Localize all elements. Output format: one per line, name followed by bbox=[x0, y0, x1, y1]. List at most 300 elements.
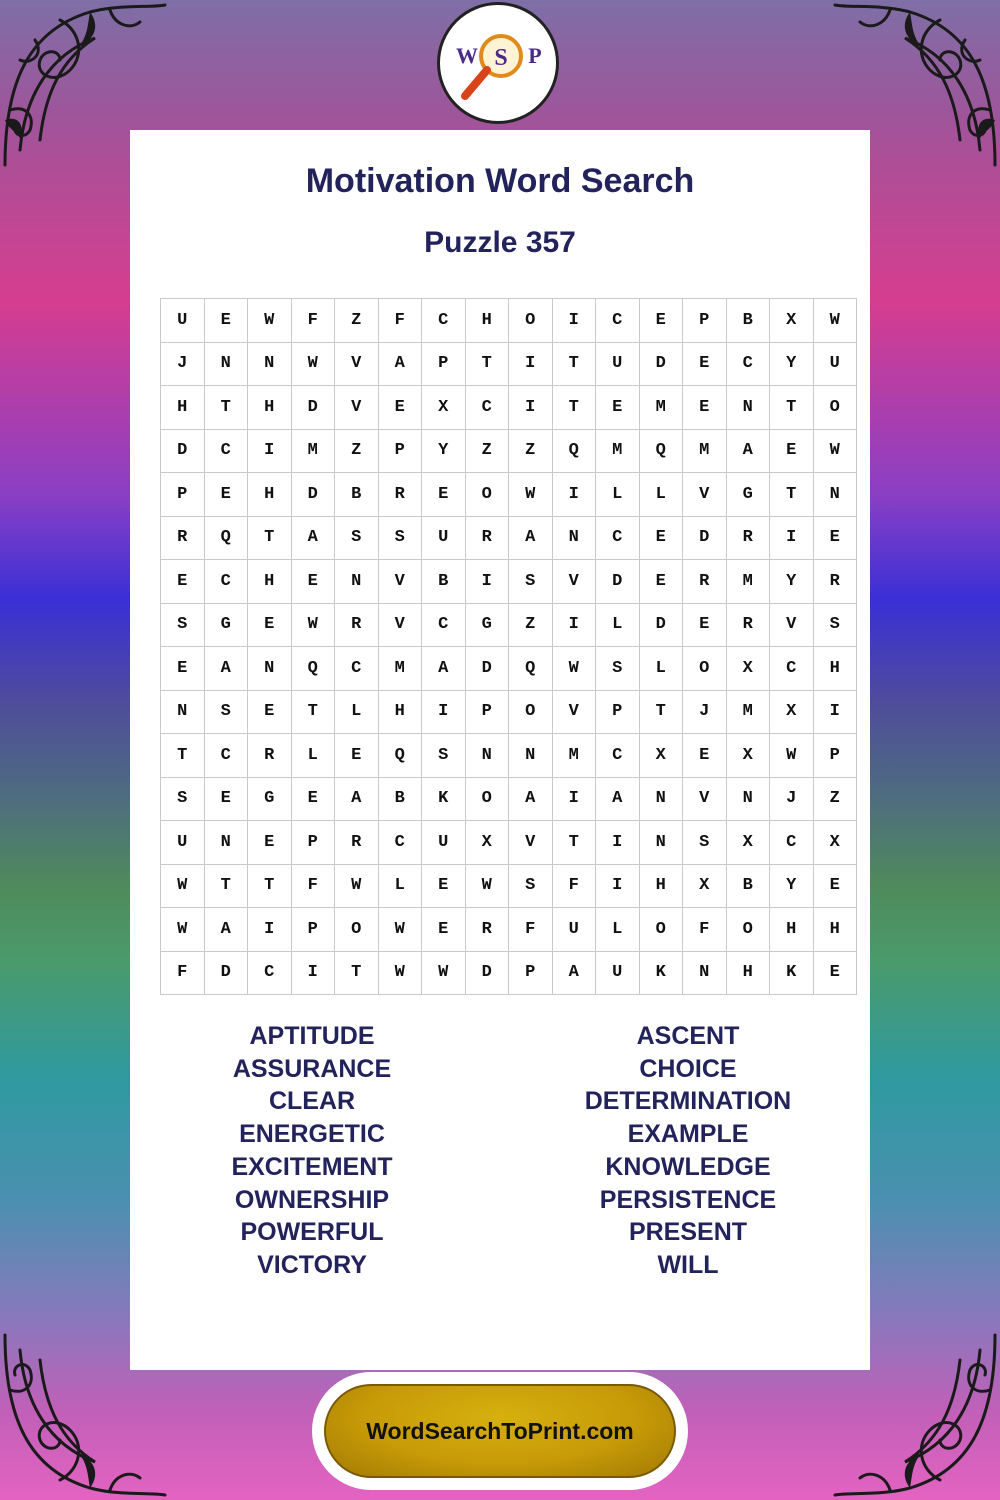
grid-cell[interactable]: N bbox=[248, 647, 292, 691]
grid-cell[interactable]: B bbox=[378, 777, 422, 821]
grid-cell[interactable]: U bbox=[813, 342, 857, 386]
grid-cell[interactable]: G bbox=[248, 777, 292, 821]
grid-cell[interactable]: V bbox=[509, 821, 553, 865]
grid-cell[interactable]: E bbox=[596, 386, 640, 430]
grid-cell[interactable]: U bbox=[422, 516, 466, 560]
grid-row bbox=[161, 516, 857, 560]
website-button[interactable]: WordSearchToPrint.com bbox=[324, 1384, 676, 1478]
grid-cell[interactable]: S bbox=[683, 821, 727, 865]
grid-cell[interactable]: X bbox=[422, 386, 466, 430]
grid-cell[interactable]: D bbox=[639, 603, 683, 647]
page-title: Motivation Word Search bbox=[305, 162, 695, 200]
grid-cell[interactable]: Q bbox=[639, 429, 683, 473]
grid-cell[interactable]: V bbox=[335, 386, 379, 430]
grid-cell[interactable]: O bbox=[639, 908, 683, 952]
grid-cell[interactable]: S bbox=[161, 603, 205, 647]
grid-cell[interactable]: W bbox=[335, 864, 379, 908]
grid-cell[interactable]: A bbox=[422, 647, 466, 691]
grid-cell[interactable]: I bbox=[248, 908, 292, 952]
grid-cell[interactable]: T bbox=[248, 864, 292, 908]
grid-cell[interactable]: C bbox=[465, 386, 509, 430]
grid-cell[interactable]: F bbox=[509, 908, 553, 952]
grid-cell[interactable]: P bbox=[596, 690, 640, 734]
grid-cell[interactable]: I bbox=[509, 386, 553, 430]
word-item: POWERFUL bbox=[240, 1218, 384, 1247]
grid-cell[interactable]: X bbox=[726, 734, 770, 778]
grid-cell[interactable]: P bbox=[422, 342, 466, 386]
grid-cell[interactable]: E bbox=[204, 473, 248, 517]
grid-row bbox=[161, 386, 857, 430]
word-item: APTITUDE bbox=[249, 1022, 375, 1050]
grid-cell[interactable]: U bbox=[161, 299, 205, 343]
grid-cell[interactable]: H bbox=[248, 473, 292, 517]
grid-cell[interactable]: X bbox=[465, 821, 509, 865]
grid-cell[interactable]: D bbox=[465, 647, 509, 691]
grid-cell[interactable]: X bbox=[726, 647, 770, 691]
grid-cell[interactable]: N bbox=[204, 821, 248, 865]
grid-cell[interactable]: W bbox=[378, 908, 422, 952]
word-item: PRESENT bbox=[628, 1218, 748, 1247]
grid-cell[interactable]: E bbox=[422, 908, 466, 952]
grid-cell[interactable]: X bbox=[639, 734, 683, 778]
grid-cell[interactable]: N bbox=[204, 342, 248, 386]
grid-cell[interactable]: H bbox=[770, 908, 814, 952]
grid-cell[interactable]: C bbox=[204, 560, 248, 604]
grid-cell[interactable]: A bbox=[552, 951, 596, 995]
grid-row bbox=[161, 908, 857, 952]
grid-cell[interactable]: H bbox=[726, 951, 770, 995]
grid-cell[interactable]: W bbox=[422, 951, 466, 995]
word-item: EXCITEMENT bbox=[231, 1152, 393, 1181]
grid-cell[interactable]: C bbox=[335, 647, 379, 691]
grid-cell[interactable]: F bbox=[291, 299, 335, 343]
grid-cell[interactable]: B bbox=[335, 473, 379, 517]
grid-cell[interactable]: H bbox=[813, 908, 857, 952]
grid-cell[interactable]: I bbox=[552, 603, 596, 647]
grid-cell[interactable]: T bbox=[335, 951, 379, 995]
grid-cell[interactable]: A bbox=[204, 647, 248, 691]
grid-cell[interactable]: N bbox=[509, 734, 553, 778]
grid-cell[interactable]: S bbox=[335, 516, 379, 560]
grid-cell[interactable]: B bbox=[422, 560, 466, 604]
grid-cell[interactable]: E bbox=[683, 342, 727, 386]
grid-cell[interactable]: E bbox=[161, 560, 205, 604]
logo-letter-w: W bbox=[456, 43, 478, 68]
grid-cell[interactable]: W bbox=[813, 299, 857, 343]
grid-cell[interactable]: Z bbox=[813, 777, 857, 821]
grid-cell[interactable]: N bbox=[552, 516, 596, 560]
grid-cell[interactable]: E bbox=[248, 690, 292, 734]
grid-cell[interactable]: Z bbox=[509, 429, 553, 473]
word-item: ASSURANCE bbox=[232, 1054, 392, 1083]
grid-cell[interactable]: C bbox=[596, 516, 640, 560]
grid-row bbox=[161, 777, 857, 821]
grid-cell[interactable]: N bbox=[335, 560, 379, 604]
grid-cell[interactable]: F bbox=[291, 864, 335, 908]
grid-cell[interactable]: D bbox=[204, 951, 248, 995]
grid-cell[interactable]: N bbox=[726, 777, 770, 821]
wsp-logo-icon bbox=[443, 8, 553, 118]
grid-cell[interactable]: A bbox=[596, 777, 640, 821]
grid-cell[interactable]: W bbox=[291, 603, 335, 647]
grid-cell[interactable]: U bbox=[422, 821, 466, 865]
grid-cell[interactable]: L bbox=[596, 473, 640, 517]
grid-cell[interactable]: I bbox=[552, 473, 596, 517]
grid-cell[interactable]: B bbox=[726, 299, 770, 343]
grid-cell[interactable]: G bbox=[726, 473, 770, 517]
grid-cell[interactable]: Z bbox=[509, 603, 553, 647]
grid-cell[interactable]: L bbox=[596, 908, 640, 952]
grid-cell[interactable]: T bbox=[465, 342, 509, 386]
grid-cell[interactable]: F bbox=[378, 299, 422, 343]
grid-cell[interactable]: Y bbox=[770, 864, 814, 908]
grid-cell[interactable]: D bbox=[291, 386, 335, 430]
grid-cell[interactable]: H bbox=[378, 690, 422, 734]
grid-cell[interactable]: E bbox=[161, 647, 205, 691]
grid-cell[interactable]: C bbox=[726, 342, 770, 386]
grid-cell[interactable]: E bbox=[770, 429, 814, 473]
grid-cell[interactable]: U bbox=[552, 908, 596, 952]
grid-cell[interactable]: M bbox=[726, 690, 770, 734]
grid-cell[interactable]: E bbox=[639, 560, 683, 604]
grid-cell[interactable]: E bbox=[378, 386, 422, 430]
grid-cell[interactable]: A bbox=[509, 516, 553, 560]
grid-cell[interactable]: T bbox=[770, 473, 814, 517]
grid-cell[interactable]: R bbox=[335, 603, 379, 647]
grid-cell[interactable]: E bbox=[335, 734, 379, 778]
grid-cell[interactable]: D bbox=[683, 516, 727, 560]
grid-cell[interactable]: C bbox=[422, 299, 466, 343]
grid-cell[interactable]: M bbox=[552, 734, 596, 778]
grid-cell[interactable]: A bbox=[509, 777, 553, 821]
grid-cell[interactable]: N bbox=[639, 821, 683, 865]
grid-cell[interactable]: T bbox=[639, 690, 683, 734]
grid-cell[interactable]: O bbox=[813, 386, 857, 430]
grid-cell[interactable]: T bbox=[552, 342, 596, 386]
grid-cell[interactable]: I bbox=[596, 821, 640, 865]
grid-cell[interactable]: R bbox=[161, 516, 205, 560]
grid-cell[interactable]: P bbox=[813, 734, 857, 778]
grid-row bbox=[161, 864, 857, 908]
grid-cell[interactable]: C bbox=[422, 603, 466, 647]
grid-cell[interactable]: N bbox=[726, 386, 770, 430]
grid-cell[interactable]: M bbox=[726, 560, 770, 604]
word-item: DETERMINATION bbox=[584, 1087, 792, 1116]
grid-cell[interactable]: R bbox=[465, 908, 509, 952]
grid-cell[interactable]: E bbox=[813, 864, 857, 908]
word-item: OWNERSHIP bbox=[234, 1185, 390, 1214]
grid-cell[interactable]: P bbox=[509, 951, 553, 995]
grid-cell[interactable]: Q bbox=[204, 516, 248, 560]
grid-cell[interactable]: H bbox=[248, 386, 292, 430]
word-item: ENERGETIC bbox=[239, 1120, 385, 1149]
grid-cell[interactable]: H bbox=[465, 299, 509, 343]
grid-cell[interactable]: V bbox=[552, 560, 596, 604]
grid-cell[interactable]: N bbox=[248, 342, 292, 386]
grid-cell[interactable]: I bbox=[248, 429, 292, 473]
magnifier-handle bbox=[465, 70, 487, 96]
word-list-left bbox=[162, 1020, 462, 1282]
grid-cell[interactable]: I bbox=[552, 299, 596, 343]
grid-cell[interactable]: O bbox=[509, 299, 553, 343]
grid-cell[interactable]: S bbox=[204, 690, 248, 734]
grid-row bbox=[161, 473, 857, 517]
grid-cell[interactable]: E bbox=[422, 864, 466, 908]
grid-cell[interactable]: D bbox=[291, 473, 335, 517]
word-item: CLEAR bbox=[268, 1087, 356, 1116]
grid-cell[interactable]: A bbox=[291, 516, 335, 560]
grid-cell[interactable]: H bbox=[161, 386, 205, 430]
grid-cell[interactable]: C bbox=[770, 647, 814, 691]
grid-cell[interactable]: C bbox=[596, 734, 640, 778]
grid-cell[interactable]: E bbox=[422, 473, 466, 517]
grid-cell[interactable]: R bbox=[726, 516, 770, 560]
grid-cell[interactable]: J bbox=[683, 690, 727, 734]
grid-cell[interactable]: W bbox=[291, 342, 335, 386]
grid-cell[interactable]: D bbox=[465, 951, 509, 995]
grid-cell[interactable]: Y bbox=[770, 560, 814, 604]
grid-cell[interactable]: E bbox=[291, 777, 335, 821]
grid-cell[interactable]: F bbox=[161, 951, 205, 995]
grid-cell[interactable]: P bbox=[161, 473, 205, 517]
grid-cell[interactable]: W bbox=[509, 473, 553, 517]
grid-cell[interactable]: P bbox=[683, 299, 727, 343]
grid-row bbox=[161, 690, 857, 734]
grid-cell[interactable]: W bbox=[161, 864, 205, 908]
grid-cell[interactable]: R bbox=[726, 603, 770, 647]
grid-row bbox=[161, 342, 857, 386]
grid-cell[interactable]: U bbox=[596, 951, 640, 995]
grid-row bbox=[161, 734, 857, 778]
grid-cell[interactable]: L bbox=[291, 734, 335, 778]
word-list-right bbox=[538, 1020, 838, 1282]
grid-cell[interactable]: D bbox=[161, 429, 205, 473]
grid-cell[interactable]: G bbox=[465, 603, 509, 647]
grid-cell[interactable]: V bbox=[378, 560, 422, 604]
grid-cell[interactable]: D bbox=[596, 560, 640, 604]
grid-cell[interactable]: H bbox=[813, 647, 857, 691]
grid-cell[interactable]: R bbox=[335, 821, 379, 865]
grid-cell[interactable]: T bbox=[204, 864, 248, 908]
grid-cell[interactable]: V bbox=[683, 473, 727, 517]
grid-cell[interactable]: S bbox=[422, 734, 466, 778]
grid-cell[interactable]: W bbox=[378, 951, 422, 995]
grid-cell[interactable]: T bbox=[291, 690, 335, 734]
grid-cell[interactable]: I bbox=[813, 690, 857, 734]
grid-cell[interactable]: S bbox=[509, 560, 553, 604]
grid-cell[interactable]: S bbox=[813, 603, 857, 647]
grid-cell[interactable]: P bbox=[465, 690, 509, 734]
grid-cell[interactable]: G bbox=[204, 603, 248, 647]
grid-cell[interactable]: J bbox=[770, 777, 814, 821]
grid-cell[interactable]: I bbox=[596, 864, 640, 908]
grid-cell[interactable]: A bbox=[335, 777, 379, 821]
grid-cell[interactable]: E bbox=[639, 516, 683, 560]
grid-cell[interactable]: V bbox=[683, 777, 727, 821]
grid-cell[interactable]: K bbox=[422, 777, 466, 821]
grid-cell[interactable]: Q bbox=[378, 734, 422, 778]
grid-cell[interactable]: L bbox=[639, 647, 683, 691]
grid-cell[interactable]: Z bbox=[335, 299, 379, 343]
logo-letter-s: S bbox=[494, 45, 508, 71]
grid-cell[interactable]: O bbox=[335, 908, 379, 952]
grid-cell[interactable]: M bbox=[291, 429, 335, 473]
grid-cell[interactable]: C bbox=[248, 951, 292, 995]
grid-cell[interactable]: I bbox=[291, 951, 335, 995]
grid-cell[interactable]: X bbox=[770, 690, 814, 734]
grid-cell[interactable]: N bbox=[683, 951, 727, 995]
grid-cell[interactable]: E bbox=[813, 951, 857, 995]
grid-cell[interactable]: A bbox=[378, 342, 422, 386]
grid-cell[interactable]: R bbox=[683, 560, 727, 604]
grid-cell[interactable]: Z bbox=[335, 429, 379, 473]
grid-cell[interactable]: K bbox=[639, 951, 683, 995]
grid-cell[interactable]: S bbox=[596, 647, 640, 691]
grid-cell[interactable]: N bbox=[813, 473, 857, 517]
word-item: CHOICE bbox=[639, 1054, 737, 1083]
grid-cell[interactable]: P bbox=[291, 821, 335, 865]
grid-cell[interactable]: E bbox=[639, 299, 683, 343]
grid-cell[interactable]: H bbox=[248, 560, 292, 604]
grid-cell[interactable]: E bbox=[813, 516, 857, 560]
grid-cell[interactable]: T bbox=[248, 516, 292, 560]
grid-cell[interactable]: C bbox=[596, 299, 640, 343]
grid-cell[interactable]: W bbox=[161, 908, 205, 952]
grid-cell[interactable]: S bbox=[378, 516, 422, 560]
site-logo[interactable] bbox=[437, 2, 559, 124]
grid-cell[interactable]: M bbox=[378, 647, 422, 691]
grid-cell[interactable]: W bbox=[770, 734, 814, 778]
grid-row bbox=[161, 560, 857, 604]
grid-cell[interactable]: T bbox=[552, 386, 596, 430]
grid-cell[interactable]: U bbox=[161, 821, 205, 865]
grid-cell[interactable]: E bbox=[204, 299, 248, 343]
grid-cell[interactable]: E bbox=[248, 603, 292, 647]
grid-cell[interactable]: B bbox=[726, 864, 770, 908]
grid-cell[interactable]: A bbox=[726, 429, 770, 473]
grid-cell[interactable]: O bbox=[509, 690, 553, 734]
grid-cell[interactable]: E bbox=[683, 603, 727, 647]
word-item: KNOWLEDGE bbox=[605, 1152, 771, 1181]
grid-cell[interactable]: O bbox=[465, 777, 509, 821]
grid-cell[interactable]: L bbox=[378, 864, 422, 908]
word-item: PERSISTENCE bbox=[599, 1185, 777, 1214]
grid-row bbox=[161, 603, 857, 647]
grid-cell[interactable]: U bbox=[596, 342, 640, 386]
grid-cell[interactable]: P bbox=[378, 429, 422, 473]
grid-cell[interactable]: T bbox=[770, 386, 814, 430]
logo-letter-p: P bbox=[528, 43, 542, 68]
grid-cell[interactable]: O bbox=[683, 647, 727, 691]
grid-cell[interactable]: P bbox=[291, 908, 335, 952]
grid-cell[interactable]: W bbox=[248, 299, 292, 343]
grid-cell[interactable]: L bbox=[639, 473, 683, 517]
grid-row bbox=[161, 429, 857, 473]
grid-cell[interactable]: L bbox=[335, 690, 379, 734]
grid-cell[interactable]: F bbox=[683, 908, 727, 952]
grid-cell[interactable]: N bbox=[639, 777, 683, 821]
word-item: ASCENT bbox=[636, 1022, 740, 1050]
grid-cell[interactable]: T bbox=[552, 821, 596, 865]
grid-cell[interactable]: Y bbox=[422, 429, 466, 473]
word-item: VICTORY bbox=[257, 1250, 367, 1279]
grid-cell[interactable]: X bbox=[726, 821, 770, 865]
grid-cell[interactable]: V bbox=[335, 342, 379, 386]
grid-cell[interactable]: R bbox=[248, 734, 292, 778]
grid-cell[interactable]: V bbox=[378, 603, 422, 647]
grid-cell[interactable]: S bbox=[509, 864, 553, 908]
grid-row bbox=[161, 821, 857, 865]
grid-cell[interactable]: J bbox=[161, 342, 205, 386]
grid-cell[interactable]: I bbox=[509, 342, 553, 386]
grid-cell[interactable]: I bbox=[770, 516, 814, 560]
grid-cell[interactable]: R bbox=[378, 473, 422, 517]
grid-cell[interactable]: W bbox=[813, 429, 857, 473]
grid-cell[interactable]: A bbox=[204, 908, 248, 952]
grid-cell[interactable]: V bbox=[770, 603, 814, 647]
grid-cell[interactable]: M bbox=[596, 429, 640, 473]
grid-cell[interactable]: V bbox=[552, 690, 596, 734]
grid-cell[interactable]: T bbox=[161, 734, 205, 778]
grid-cell[interactable]: E bbox=[248, 821, 292, 865]
grid-cell[interactable]: H bbox=[639, 864, 683, 908]
grid-cell[interactable]: X bbox=[683, 864, 727, 908]
grid-row bbox=[161, 647, 857, 691]
grid-cell[interactable]: E bbox=[291, 560, 335, 604]
grid-cell[interactable]: Q bbox=[552, 429, 596, 473]
word-item: EXAMPLE bbox=[627, 1120, 749, 1149]
grid-cell[interactable]: X bbox=[813, 821, 857, 865]
word-item: WILL bbox=[657, 1250, 719, 1279]
grid-cell[interactable]: L bbox=[596, 603, 640, 647]
grid-cell[interactable]: K bbox=[770, 951, 814, 995]
grid-cell[interactable]: C bbox=[378, 821, 422, 865]
grid-cell[interactable]: N bbox=[161, 690, 205, 734]
grid-cell[interactable]: C bbox=[204, 429, 248, 473]
grid-cell[interactable]: R bbox=[813, 560, 857, 604]
grid-cell[interactable]: O bbox=[465, 473, 509, 517]
grid-cell[interactable]: S bbox=[161, 777, 205, 821]
grid-cell[interactable]: I bbox=[552, 777, 596, 821]
grid-cell[interactable]: E bbox=[204, 777, 248, 821]
grid-cell[interactable]: C bbox=[204, 734, 248, 778]
puzzle-number: Puzzle 357 bbox=[424, 226, 576, 259]
grid-cell[interactable]: W bbox=[465, 864, 509, 908]
grid-cell[interactable]: Z bbox=[465, 429, 509, 473]
grid-cell[interactable]: E bbox=[683, 734, 727, 778]
grid-row bbox=[161, 299, 857, 343]
letter-grid bbox=[160, 298, 857, 995]
grid-cell[interactable]: I bbox=[465, 560, 509, 604]
grid-cell[interactable]: W bbox=[552, 647, 596, 691]
grid-cell[interactable]: O bbox=[726, 908, 770, 952]
grid-cell[interactable]: D bbox=[639, 342, 683, 386]
grid-cell[interactable]: M bbox=[683, 429, 727, 473]
grid-cell[interactable]: C bbox=[770, 821, 814, 865]
grid-cell[interactable]: N bbox=[465, 734, 509, 778]
grid-cell[interactable]: Q bbox=[291, 647, 335, 691]
grid-cell[interactable]: E bbox=[683, 386, 727, 430]
grid-cell[interactable]: F bbox=[552, 864, 596, 908]
grid-cell[interactable]: R bbox=[465, 516, 509, 560]
grid-row bbox=[161, 951, 857, 995]
grid-cell[interactable]: T bbox=[204, 386, 248, 430]
grid-cell[interactable]: Y bbox=[770, 342, 814, 386]
grid-cell[interactable]: M bbox=[639, 386, 683, 430]
grid-cell[interactable]: I bbox=[422, 690, 466, 734]
grid-cell[interactable]: X bbox=[770, 299, 814, 343]
grid-cell[interactable]: Q bbox=[509, 647, 553, 691]
